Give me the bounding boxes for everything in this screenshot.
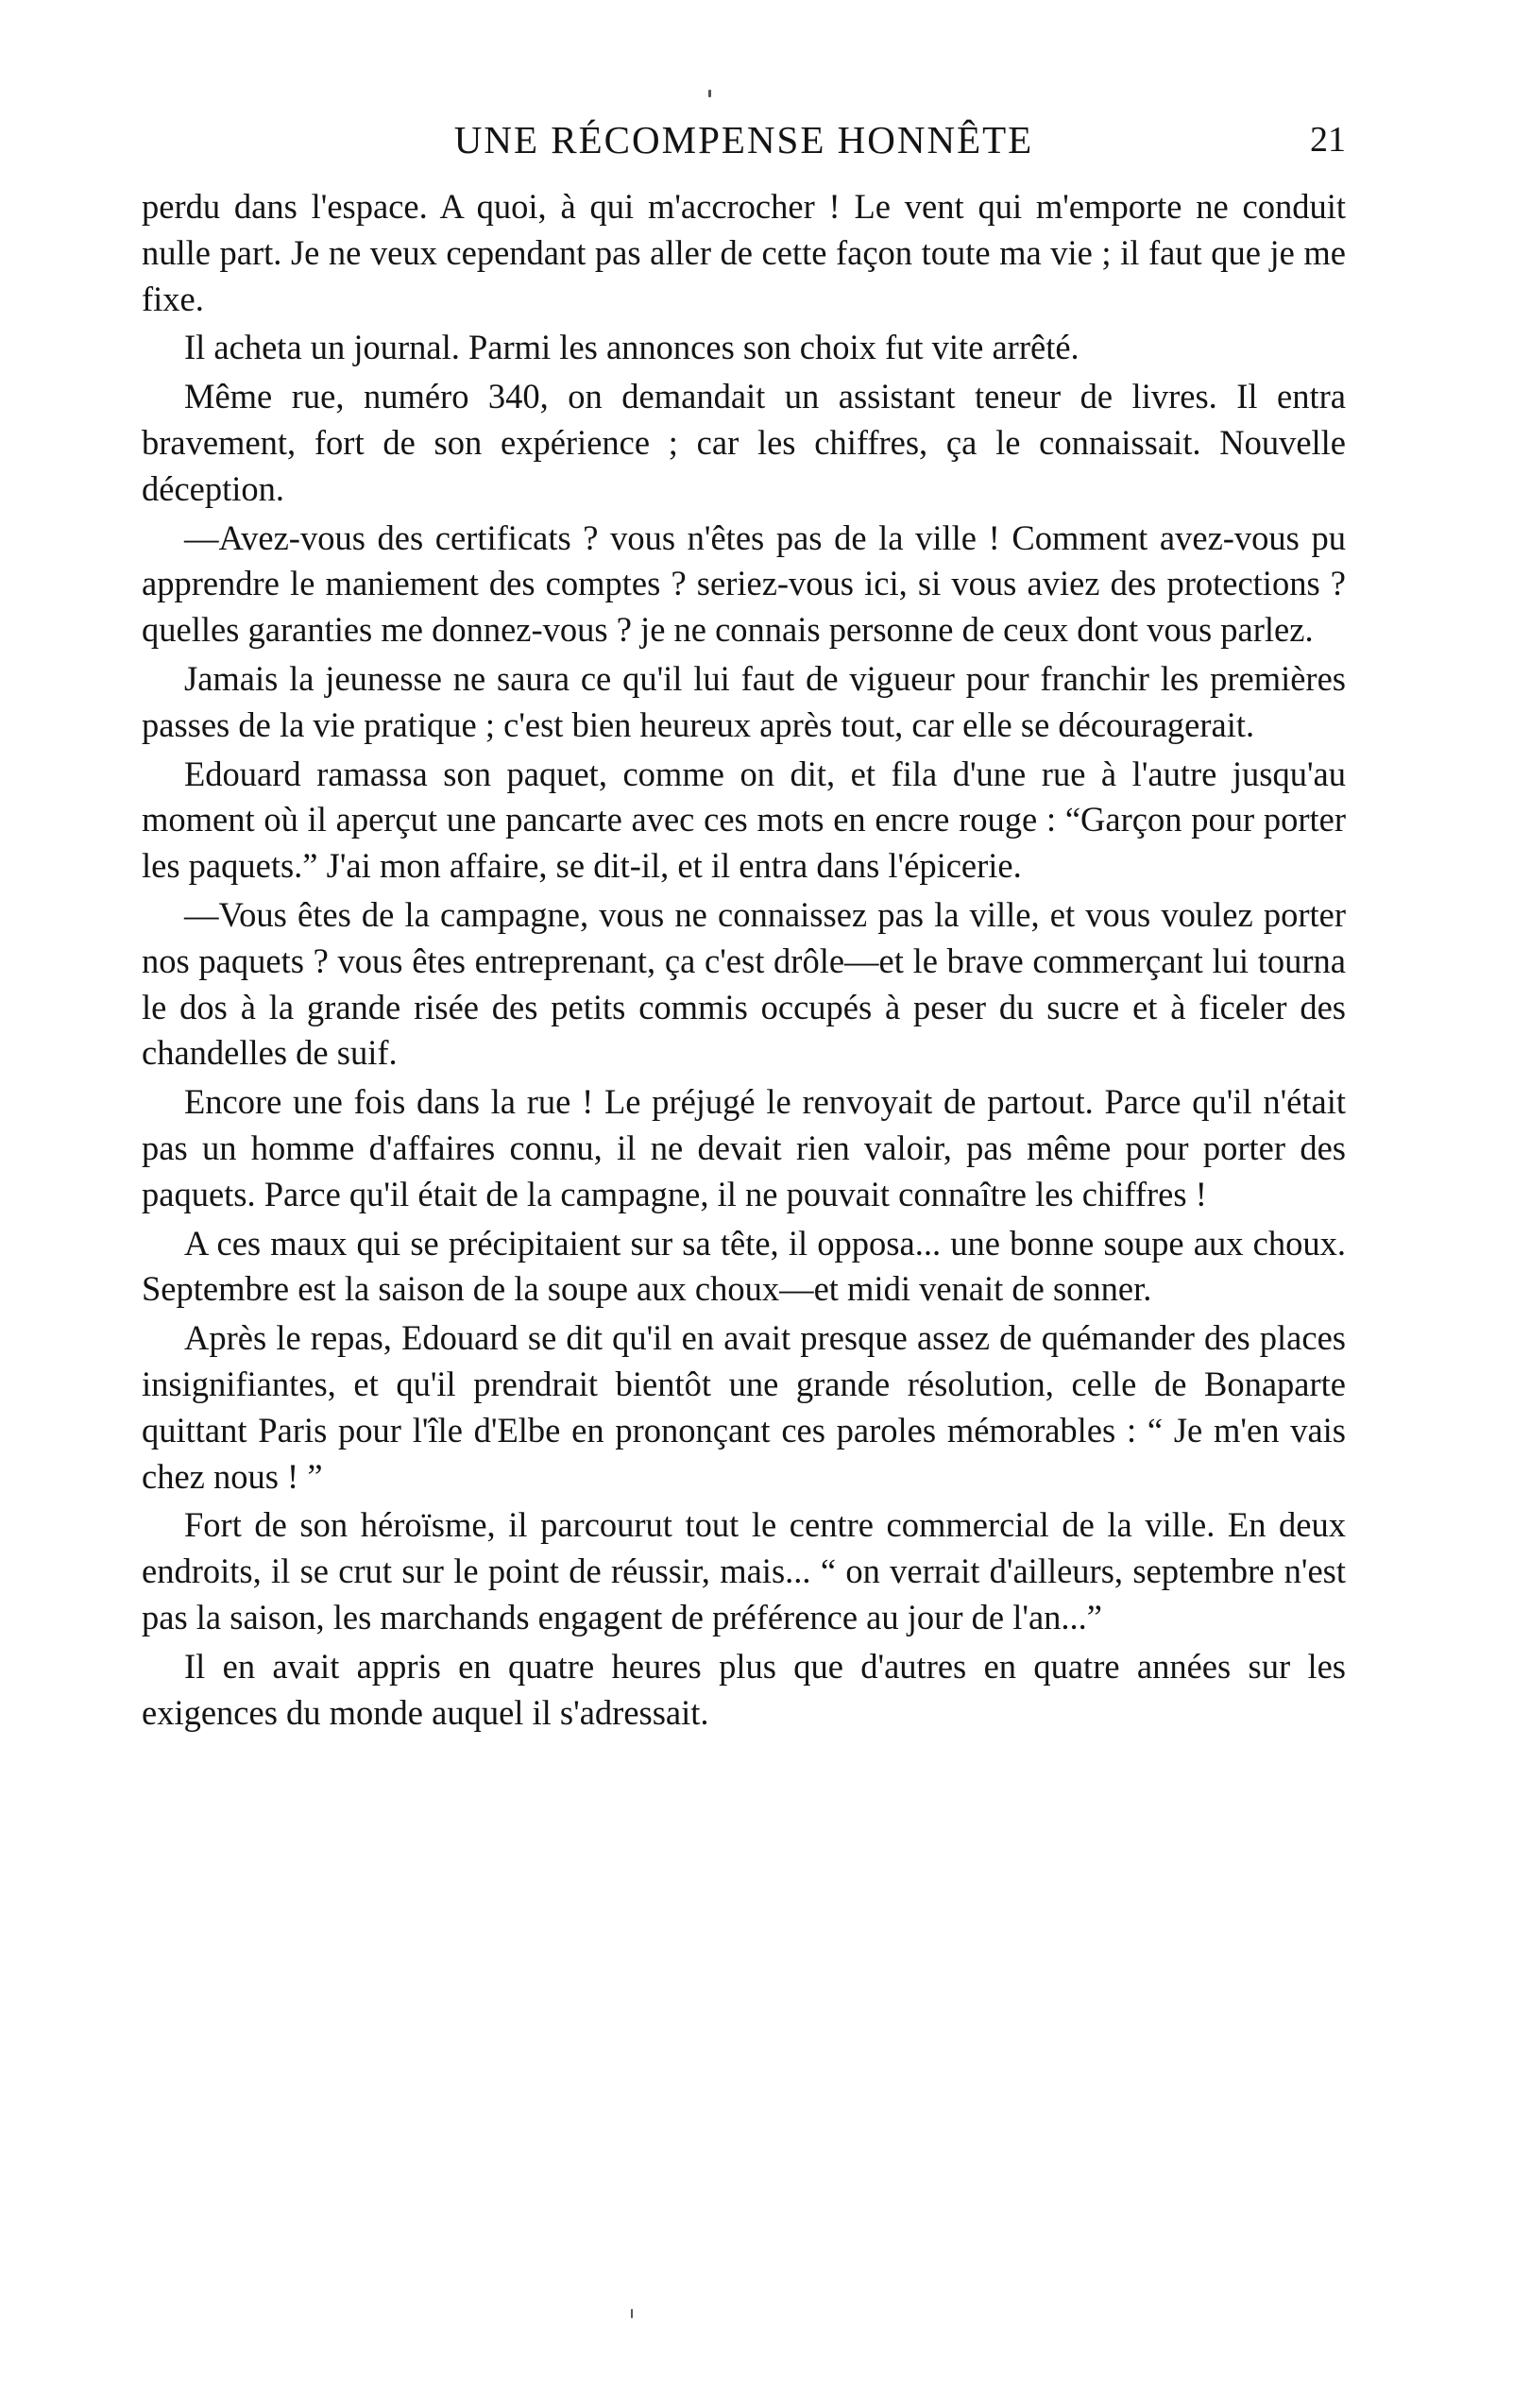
paragraph: Même rue, numéro 340, on demandait un assistant teneur de livres. Il entra bravement, fort de son expérience ; car les chiffres, ça le connaissait. Nouvelle déception. (142, 377, 1346, 508)
running-head (142, 111, 1346, 168)
body-text (142, 184, 1346, 1738)
paragraph: Il acheta un journal. Parmi les annonces son choix fut vite arrêté. (184, 328, 1080, 367)
page-number: 21 (1310, 120, 1346, 160)
paragraph: Jamais la jeunesse ne saura ce qu'il lui faut de vigueur pour franchir les premières passes de la vie pratique ; c'est bien heureux après tout, car elle se découragerait. (142, 658, 1346, 744)
paragraph: Encore une fois dans la rue ! Le préjugé le renvoyait de partout. Parce qu'il n'était pas un homme d'affaires connu, il ne devait rien valoir, pas même pour porter des paquets. Parce qu'il était de la campagne, il ne pouvait connaître les chiffres ! (142, 1082, 1346, 1213)
running-title: UNE RÉCOMPENSE HONNÊTE (453, 118, 1034, 161)
paragraph: Fort de son héroïsme, il parcourut tout le centre commercial de la ville. En deux endroits, il se crut sur le point de réussir, mais... “ on verrait d'ailleurs, septembre n'est pas la saison, les marchands engagent de préférence au jour de l'an...” (142, 1505, 1346, 1636)
scan-speck (631, 2309, 633, 2318)
paragraph: A ces maux qui se précipitaient sur sa tête, il opposa... une bonne soupe aux choux. Septembre est la saison de la soupe aux choux—et midi venait de sonner. (142, 1223, 1346, 1309)
paragraph: Il en avait appris en quatre heures plus que d'autres en quatre années sur les exigences du monde auquel il s'adressait. (142, 1646, 1346, 1732)
paragraph: Edouard ramassa son paquet, comme on dit, et fila d'une rue à l'autre jusqu'au moment où il aperçut une pancarte avec ces mots en encre rouge : “Garçon pour porter les paquets.” J'ai mon affaire, se dit-il, et il entra dans l'épicerie. (142, 754, 1346, 886)
paragraph: Après le repas, Edouard se dit qu'il en avait presque assez de quémander des places insignifiantes, et qu'il prendrait bientôt une grande résolution, celle de Bonaparte quittant Paris pour l'île d'Elbe en prononçant ces paroles mémorables : “ Je m'en vais chez nous ! ” (142, 1318, 1346, 1496)
paragraph: perdu dans l'espace. A quoi, à qui m'accrocher ! Le vent qui m'emporte ne conduit nulle part. Je ne veux cependant pas aller de cette façon toute ma vie ; il faut que je me fixe. (142, 187, 1346, 318)
scan-speck (708, 90, 711, 97)
paragraph: —Avez-vous des certificats ? vous n'êtes pas de la ville ! Comment avez-vous pu apprendre le maniement des comptes ? seriez-vous ici, si vous aviez des protections ? quelles garanties me donnez-vous ? je ne connais personne de ceux dont vous parlez. (142, 517, 1346, 650)
paragraph: —Vous êtes de la campagne, vous ne connaissez pas la ville, et vous voulez porter nos paquets ? vous êtes entreprenant, ça c'est drôle—et le brave commerçant lui tourna le dos à la grande risée des petits commis occupés à peser du sucre et à ficeler des chandelles de suif. (142, 894, 1346, 1073)
